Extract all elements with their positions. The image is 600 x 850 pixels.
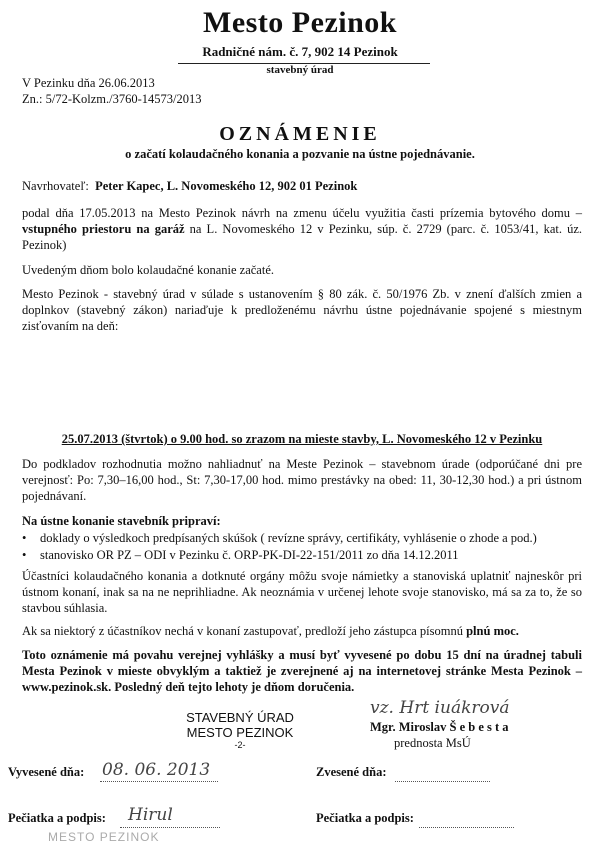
removed-dotted-line bbox=[395, 781, 490, 782]
applicant-value: Peter Kapec, L. Novomeského 12, 902 01 Pezinok bbox=[95, 179, 358, 193]
stamp-signature-label-right: Pečiatka a podpis: bbox=[316, 811, 414, 825]
applicant-label: Navrhovateľ: bbox=[22, 179, 89, 193]
signatory-role: prednosta MsÚ bbox=[394, 736, 471, 750]
reference-number: Zn.: 5/72-Kolzm./3760-14573/2013 bbox=[22, 92, 202, 106]
signatory-name: Mgr. Miroslav Š e b e s t a bbox=[370, 720, 509, 734]
paragraph-inspection: Do podkladov rozhodnutia možno nahliadnuť na Meste Pezinok – stavebnom úrade (odporúčané dni pre verejnosť: Po: 7,30–16,00 hod., St: 7,30-17,00 hod. mimo prestávky na obed: 11, 30-12,30 hod.) a pri ústnom pojednávaní. bbox=[22, 457, 582, 503]
list-item bbox=[22, 530, 582, 546]
municipality-title: Mesto Pezinok bbox=[203, 6, 397, 39]
office-stamp bbox=[160, 710, 320, 750]
p1-text-a: podal dňa 17.05.2013 na Mesto Pezinok návrh na zmenu účelu využitia časti prízemia bytového domu – bbox=[22, 206, 582, 220]
paragraph-representation bbox=[22, 623, 582, 639]
paragraph-application bbox=[22, 205, 582, 253]
faded-stamp: MESTO PEZINOK bbox=[48, 830, 160, 844]
stamp-dotted-line-left bbox=[120, 827, 220, 828]
paragraph-objections: Účastníci kolaudačného konania a dotknuté orgány môžu svoje námietky a stanoviská uplatniť najneskôr pri ústnom konaní, inak sa na ne neprihliadne. Ak neoznámia v určenej lehote svoje stanovisko, má sa za to, že so stavbou súhlasia. bbox=[22, 569, 582, 615]
handwritten-signature: vz. Hrt iuákrová bbox=[370, 698, 510, 718]
posted-date-handwritten: 08. 06. 2013 bbox=[102, 760, 211, 780]
stamp-line-3: -2- bbox=[234, 740, 246, 750]
hearing-date: 25.07.2013 (štvrtok) o 9.00 hod. so zrazom na mieste stavby, L. Novomeského 12 v Pezinku bbox=[61, 432, 543, 446]
applicant-line bbox=[22, 178, 582, 194]
paragraph-order: Mesto Pezinok - stavebný úrad v súlade s ustanovením § 80 zák. č. 50/1976 Zb. v znení ďalších zmien a doplnkov (stavebný zákon) nariaďuje k predloženému návrhu ústne pojednávanie spojené s miestnym zisťovaním na deň: bbox=[22, 287, 582, 333]
stamp-signature-handwritten: Hirul bbox=[128, 805, 173, 825]
p6-text: Ak sa niektorý z účastníkov nechá v konaní zastupovať, predloží jeho zástupca písomnú bbox=[22, 624, 467, 638]
posted-label: Vyvesené dňa: bbox=[8, 765, 85, 779]
list-item bbox=[22, 547, 582, 563]
p1-text-bold: vstupného priestoru na garáž bbox=[22, 222, 185, 236]
stamp-line-1: STAVEBNÝ ÚRAD bbox=[186, 710, 294, 725]
p6-text-bold: plnú moc. bbox=[466, 624, 519, 638]
stamp-line-2: MESTO PEZINOK bbox=[186, 725, 294, 740]
paragraph-public-notice: Toto oznámenie má povahu verejnej vyhlášky a musí byť vyvesené po dobu 15 dní na úradnej tabuli Mesta Pezinok v mieste obvyklým a taktiež je zverejnené aj na internetovej stránke Mesta Pezinok – www.pezinok.sk. Posledný deň tejto lehoty je dňom doručenia. bbox=[22, 648, 582, 694]
notice-heading: OZNÁMENIE bbox=[219, 123, 381, 145]
municipality-address: Radničné nám. č. 7, 902 14 Pezinok bbox=[202, 44, 398, 59]
stamp-signature-label-left: Pečiatka a podpis: bbox=[8, 811, 106, 825]
bullet-text: doklady o výsledkoch predpísaných skúšok ( revízne správy, certifikáty, vyhlásenie o zhode a pod.) bbox=[40, 531, 537, 545]
removed-label: Zvesené dňa: bbox=[316, 765, 387, 779]
paragraph-started: Uvedeným dňom bolo kolaudačné konanie začaté. bbox=[22, 263, 274, 277]
bullet-text: stanovisko OR PZ – ODI v Pezinku č. ORP-PK-DI-22-151/2011 zo dňa 14.12.2011 bbox=[40, 548, 459, 562]
stamp-dotted-line-right bbox=[419, 827, 514, 828]
bullet-icon: • bbox=[22, 548, 27, 562]
office-name: stavebný úrad bbox=[266, 64, 334, 76]
p1-text-c: na L. Novomeského 12 v Pezinku, súp. č. 2729 (parc. č. 1053/41, kat. úz. Pezinok) bbox=[22, 222, 582, 252]
notice-subheading: o začatí kolaudačného konania a pozvanie na ústne pojednávanie. bbox=[125, 147, 475, 161]
prep-heading: Na ústne konanie stavebník pripraví: bbox=[22, 514, 221, 528]
posted-dotted-line bbox=[100, 781, 218, 782]
bullet-icon: • bbox=[22, 531, 27, 545]
date-line: V Pezinku dňa 26.06.2013 bbox=[22, 76, 155, 90]
